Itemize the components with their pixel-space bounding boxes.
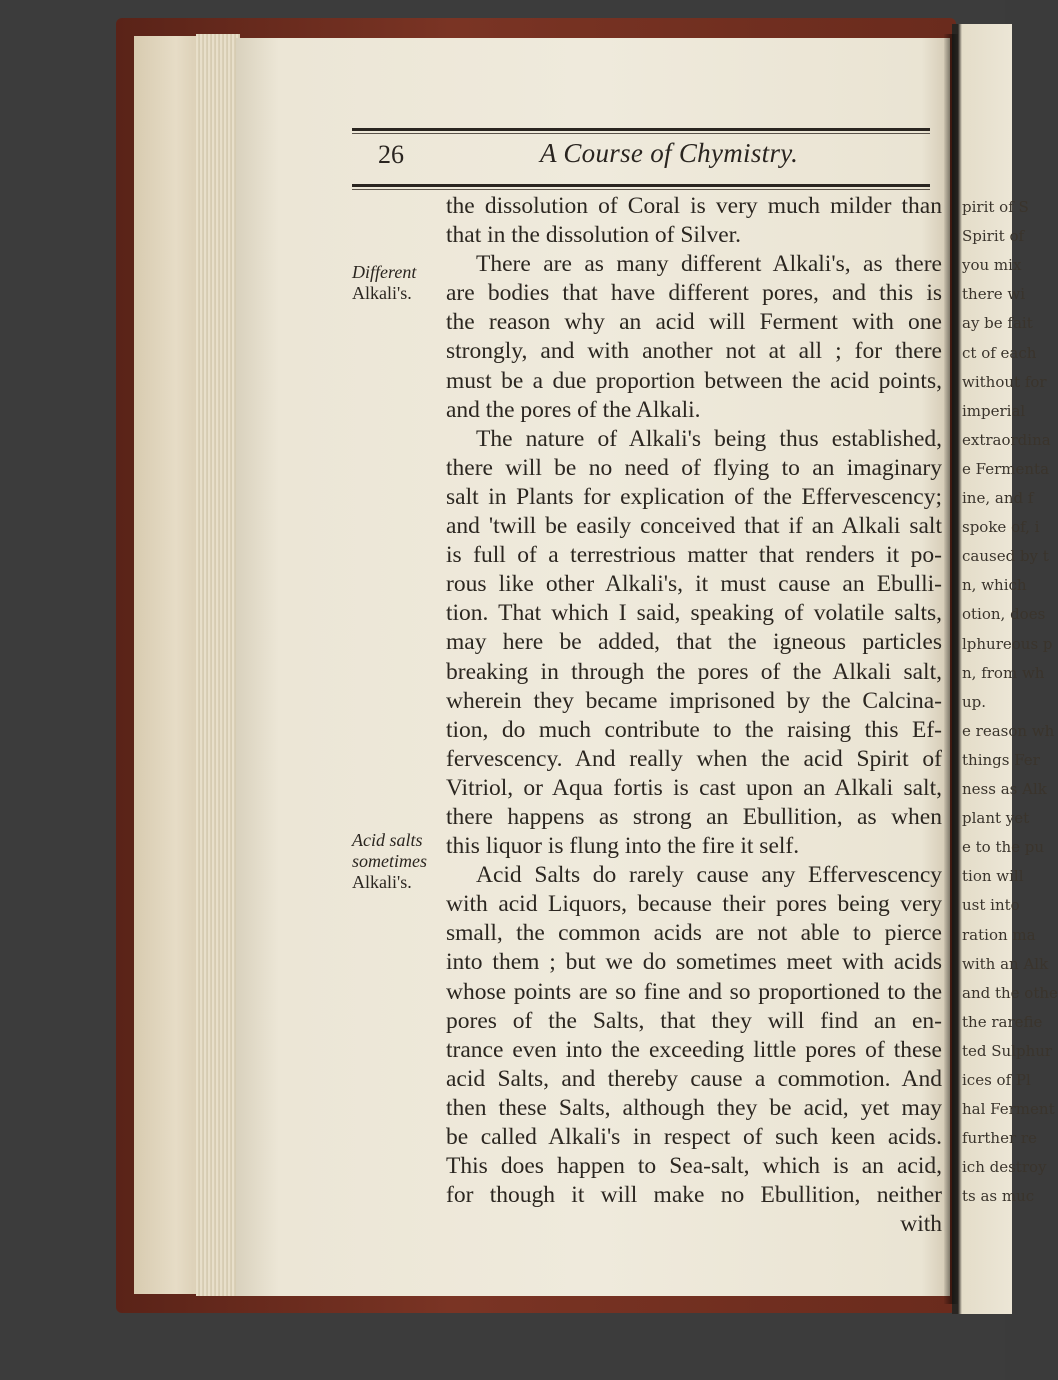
margin-note-different-alkalis [352,262,416,304]
text-line: Acid Salts do rarely cause any Effervescency [476,862,942,889]
facing-page-line: ration ma [962,925,1036,944]
facing-page-line: ness as Alk [962,780,1047,798]
text-line: whose points are so fine and so proportioned to the [446,978,942,1005]
text-line: with acid Liquors, because their pores being very [446,891,942,918]
facing-page-line: ted Sulphur [962,1041,1053,1060]
text-line: Vitriol, or Aqua fortis is cast upon an Alkali salt, [446,774,942,801]
facing-page-line: things Fer [962,750,1040,769]
facing-page-line: n, from wh [962,663,1045,682]
facing-page-line: there wi [962,285,1026,304]
text-line: and the pores of the Alkali. [446,396,701,423]
text-line: that in the dissolution of Silver. [446,222,742,249]
facing-page-line: e reason wh [962,721,1055,740]
text-line: the reason why an acid will Ferment with one [446,309,942,336]
text-line: tion, do much contribute to the raising this Ef- [446,716,942,743]
page-edges [196,34,240,1296]
text-line: and 'twill be easily conceived that if an Alkali salt [446,513,942,540]
header-rule-top [352,128,930,131]
facing-page-line: otion, does [962,605,1046,624]
text-line: salt in Plants for explication of the Effervescency; [446,483,942,510]
margin-note-line: Acid salts [352,830,423,850]
text-line: wherein they became imprisoned by the Calcina- [446,687,942,714]
text-line: tion. That which I said, speaking of volatile salts, [446,600,942,627]
facing-page-line: n, which [962,576,1027,595]
facing-page-line: ay be fait [962,314,1033,333]
facing-page-line: extraordina [962,430,1051,449]
margin-note-acid-salts [352,830,427,893]
facing-page-line: ices of Pl [962,1071,1031,1089]
header-rule-bottom-thin [352,189,930,190]
text-line: are bodies that have different pores, and this is [446,280,942,307]
facing-page-line: e to the pu [962,838,1045,857]
text-line: for though it will make no Ebullition, neither [446,1182,942,1209]
facing-page-line: and the othe [962,983,1058,1002]
margin-note-line: Alkali's. [352,872,412,892]
text-line: must be a due proportion between the acid points, [446,367,942,394]
text-line: this liquor is flung into the fire it self. [446,833,800,860]
text-line: fervescency. And really when the acid Spirit of [446,745,942,772]
facing-page-line: with an Alk [962,954,1049,973]
facing-page-line: ine, and f [962,489,1034,507]
gutter-shadow [944,34,958,1304]
facing-page-line: ust into [962,896,1020,915]
facing-page-line: Spirit of [962,227,1025,246]
page-number: 26 [378,140,404,169]
text-line: be called Alkali's in respect of such keen acids. [446,1124,942,1150]
text-line: small, the common acids are not able to pierce [446,920,942,947]
header-rule-top-thin [352,133,930,134]
text-line: pores of the Salts, that they will find an en- [446,1007,942,1034]
text-line: there happens as strong an Ebullition, as when [446,803,942,830]
text-line: there will be no need of flying to an imaginary [446,454,942,481]
facing-page-line: tion will [962,867,1024,886]
text-line: The nature of Alkali's being thus established, [476,425,942,452]
margin-note-line: sometimes [352,851,427,871]
facing-page-line: ct of each [962,343,1037,362]
text-line: into them ; but we do sometimes meet with acids [446,949,942,976]
facing-page-line: the rarefie [962,1012,1043,1031]
header-rule-bottom [352,184,930,187]
facing-page-line: e Fermenta [962,459,1050,478]
facing-page-line: spoke of, i [962,518,1040,537]
catchword: with [900,1211,942,1238]
facing-page-line: imperial [962,401,1026,420]
body-text [446,192,942,1239]
running-head: A Course of Chymistry. [540,138,799,168]
flyleaf [134,36,204,1294]
margin-note-line: Alkali's. [352,283,412,303]
facing-page-line: lphureous p [962,634,1053,653]
text-line: the dissolution of Coral is very much milder than [446,193,942,219]
facing-page-line: you mix [962,256,1022,275]
text-line: then these Salts, although they be acid, yet may [446,1094,942,1121]
facing-page-line: further re [962,1129,1037,1148]
text-line: trance even into the exceeding little pores of these [446,1036,942,1063]
facing-page-line: without for [962,372,1047,391]
facing-page-line: plant yet [962,809,1030,828]
text-line: There are as many different Alkali's, as there [476,251,942,278]
text-line: rous like other Alkali's, it must cause an Ebulli- [446,571,942,598]
facing-page-line: ich destroy [962,1158,1047,1177]
text-line: may here be added, that the igneous particles [446,629,942,656]
facing-page-line: hal Ferment [962,1100,1055,1119]
text-line: is full of a terrestrious matter that renders it po- [446,542,942,569]
text-line: acid Salts, and thereby cause a commotion. And [446,1065,942,1092]
facing-page-line: up. [962,692,987,711]
facing-page-line: pirit of S [962,198,1029,216]
facing-page-line: ts as muc [962,1187,1035,1206]
margin-note-line: Different [352,262,417,282]
text-line: This does happen to Sea-salt, which is an acid, [446,1153,942,1180]
text-line: strongly, and with another not at all ; for there [446,338,942,365]
text-line: breaking in through the pores of the Alkali salt, [446,658,942,685]
facing-page-line: caused by t [962,547,1049,566]
